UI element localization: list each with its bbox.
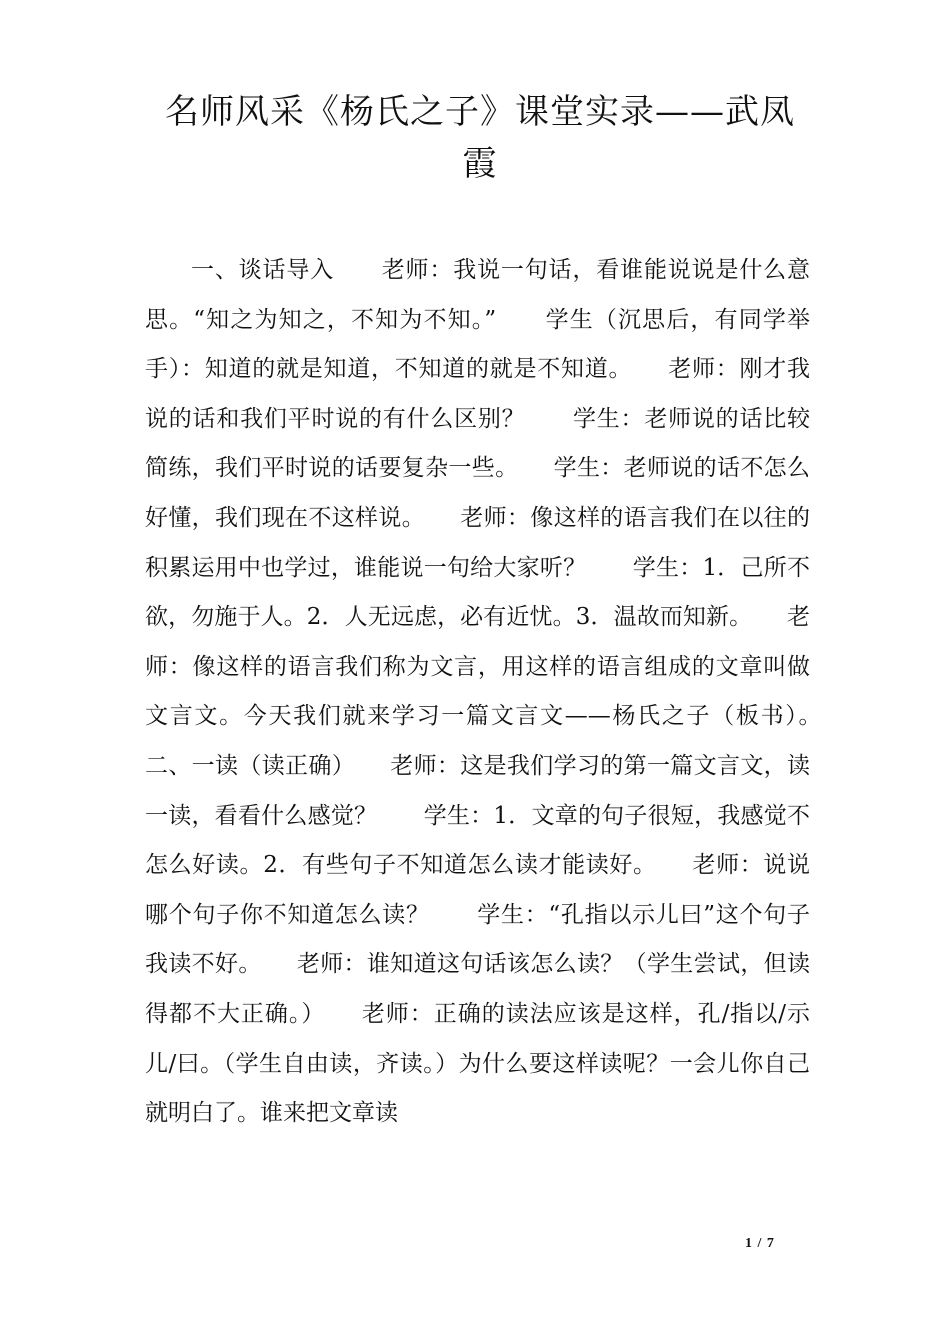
page-number: 1 / 7 (745, 1236, 775, 1251)
body-paragraph: 一、谈话导入 老师：我说一句话，看谁能说说是什么意思。“知之为知之，不知为不知。” 学生（沉思后，有同学举手）：知道的就是知道，不知道的就是不知道。 老师：刚才我说的话和我们平时说的有什么区别？ 学生：老师说的话比较简练，我们平时说的话要复杂一些。 学生：老师说的话不怎么好懂，我们现在不这样说。 老师：像这样的语言我们在以往的积累运用中也学过，谁能说一句给大家听？ 学生：1．己所不欲，勿施于人。2．人无远虑，必有近忧。3．温故而知新。 老师：像这样的语言我们称为文言，用这样的语言组成的文章叫做文言文。今天我们就来学习一篇文言文——杨氏之子（板书）。 二、一读（读正确） 老师：这是我们学习的第一篇文言文，读一读，看看什么感觉？ 学生：1．文章的句子很短，我感觉不怎么好读。2．有些句子不知道怎么读才能读好。 老师：说说哪个句子你不知道怎么读？ 学生：“孔指以示儿曰”这个句子我读不好。 老师：谁知道这句话该怎么读？（学生尝试，但读得都不大正确。） 老师：正确的读法应该是这样，孔/指以/示儿/曰。（学生自由读，齐读。）为什么要这样读呢？一会儿你自己就明白了。谁来把文章读 (145, 257, 856, 1127)
document-title: 名师风采《杨氏之子》课堂实录——武凤霞 (165, 92, 795, 184)
